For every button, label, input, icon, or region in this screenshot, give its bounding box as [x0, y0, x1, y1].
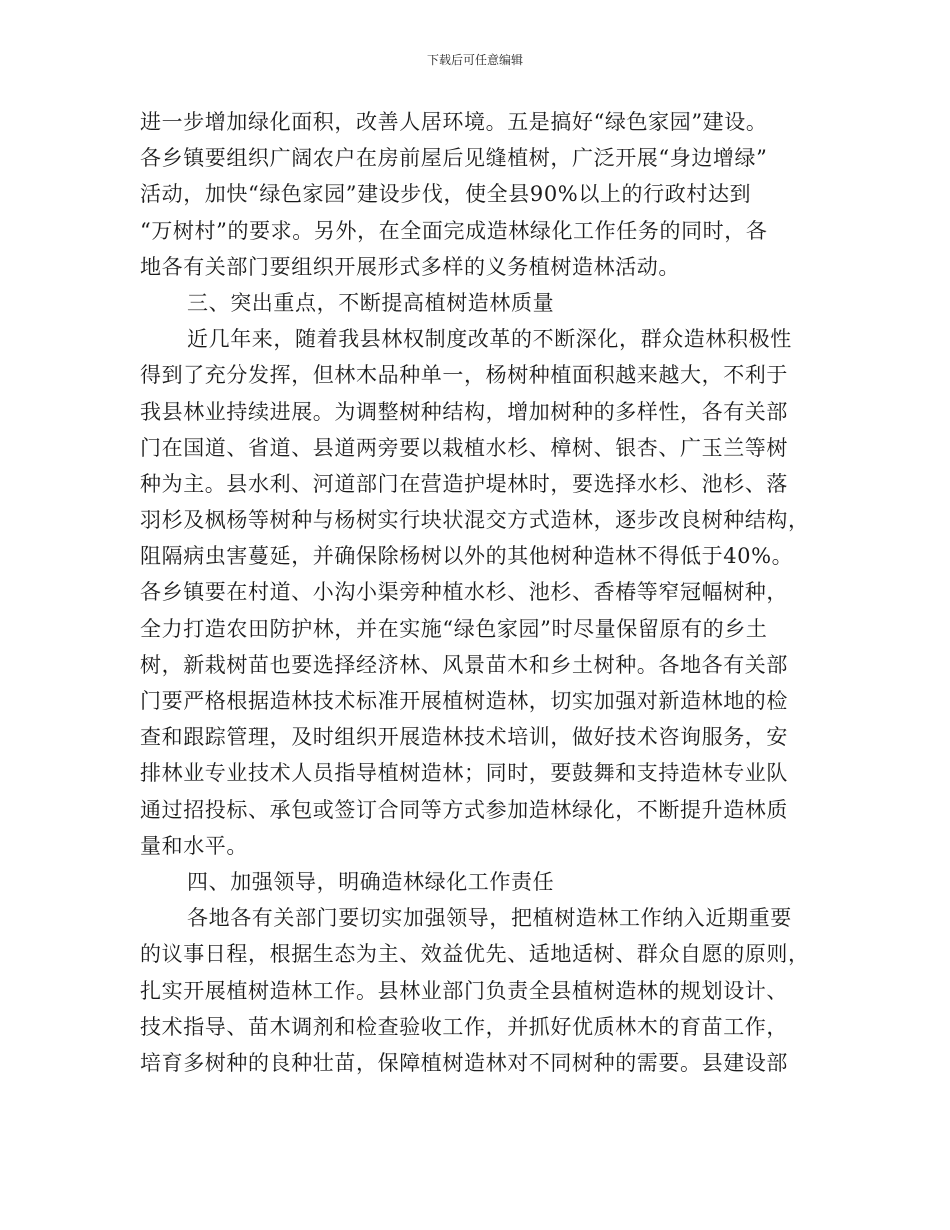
text-line: 种为主。县水利、河道部门在营造护堤林时，要选择水杉、池杉、落 [140, 471, 788, 496]
text-line: 全力打造农田防护林，并在实施“绿色家园”时尽量保留原有的乡土 [140, 616, 768, 641]
text-line: 通过招投标、承包或签订合同等方式参加造林绿化，不断提升造林质 [140, 797, 788, 822]
text-line: 活动，加快“绿色家园”建设步伐，使全县90%以上的行政村达到 [140, 182, 752, 207]
text-line: 树，新栽树苗也要选择经济林、风景苗木和乡土树种。各地各有关部 [140, 652, 788, 677]
text-line: 门要严格根据造林技术标准开展植树造林，切实加强对新造林地的检 [140, 689, 788, 713]
text-line: 技术指导、苗木调剂和检查验收工作，并抓好优质林木的育苗工作， [140, 1014, 788, 1039]
text-line: 培育多树种的良种壮苗，保障植树造林对不同树种的需要。县建设部 [140, 1050, 788, 1075]
text-line: 地各有关部门要组织开展形式多样的义务植树造林活动。 [140, 254, 680, 279]
text-line: 三、突出重点，不断提高植树造林质量 [187, 290, 555, 315]
document-body [140, 104, 810, 1081]
text-line: 近几年来，随着我县林权制度改革的不断深化，群众造林积极性 [187, 327, 792, 352]
text-line: 各地各有关部门要切实加强领导，把植树造林工作纳入近期重要 [187, 906, 792, 931]
text-line: 各乡镇要在村道、小沟小渠旁种植水杉、池杉、香椿等窄冠幅树种， [140, 580, 788, 605]
text-line: 查和跟踪管理，及时组织开展造林技术培训，做好技术咨询服务，安 [140, 725, 788, 750]
text-line: 排林业专业技术人员指导植树造林；同时，要鼓舞和支持造林专业队 [140, 761, 788, 786]
text-line: 量和水平。 [140, 833, 248, 858]
text-line: 进一步增加绿化面积，改善人居环境。五是搞好“绿色家园”建设。 [140, 110, 768, 134]
text-line: 各乡镇要组织广阔农户在房前屋后见缝植树，广泛开展“身边增绿” [140, 146, 768, 171]
page-header-note: 下载后可任意编辑 [426, 53, 523, 67]
text-line: 我县林业持续进展。为调整树种结构，增加树种的多样性，各有关部 [140, 399, 788, 424]
text-line: 得到了充分发挥，但林木品种单一，杨树种植面积越来越大，不利于 [140, 363, 788, 388]
text-line: 四、加强领导，明确造林绿化工作责任 [187, 869, 555, 894]
text-line: “万树村”的要求。另外，在全面完成造林绿化工作任务的同时，各 [140, 218, 768, 243]
text-line: 扎实开展植树造林工作。县林业部门负责全县植树造林的规划设计、 [140, 978, 788, 1003]
text-line: 羽杉及枫杨等树种与杨树实行块状混交方式造林，逐步改良树种结构， [140, 508, 810, 533]
text-line: 阻隔病虫害蔓延，并确保除杨树以外的其他树种造林不得低于40%。 [140, 544, 794, 569]
text-line: 的议事日程，根据生态为主、效益优先、适地适树、群众自愿的原则， [140, 942, 810, 967]
text-line: 门在国道、省道、县道两旁要以栽植水杉、樟树、银杏、广玉兰等树 [140, 435, 788, 460]
